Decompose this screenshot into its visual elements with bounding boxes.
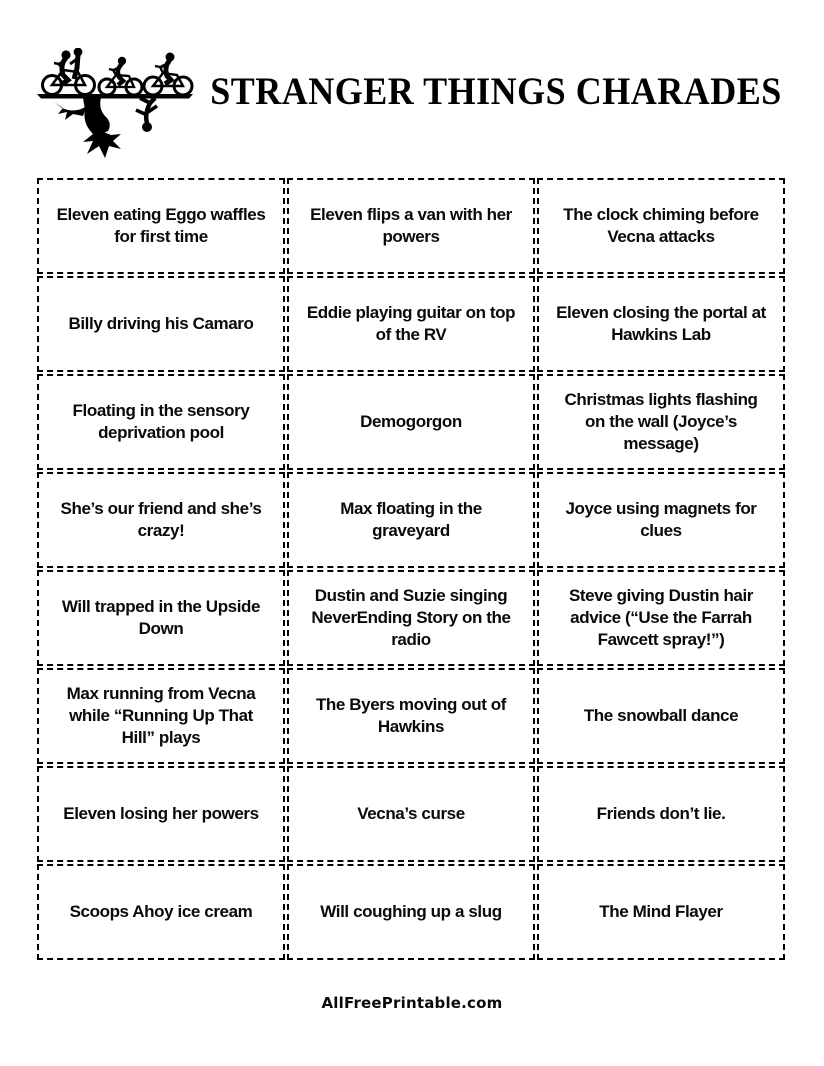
charade-card [37,472,285,568]
page-title: STRANGER THINGS CHARADES [210,69,782,113]
charade-prompt: Max running from Vecna while “Running Up That Hill” plays [66,683,256,748]
charade-prompt: Eddie playing guitar on top of the RV [306,302,516,344]
charade-card [287,374,535,470]
charade-prompt: Scoops Ahoy ice cream [69,901,253,921]
charade-prompt: Christmas lights flashing on the wall (Joyce’s message) [564,389,758,454]
charade-prompt: Eleven losing her powers [63,803,259,823]
charade-card [537,178,785,274]
charade-card [537,374,785,470]
charade-prompt: The clock chiming before Vecna attacks [563,204,759,246]
charade-prompt: Eleven closing the portal at Hawkins Lab [556,302,766,344]
charade-prompt: The Byers moving out of Hawkins [315,694,507,736]
charade-prompt: Billy driving his Camaro [68,313,254,333]
charade-prompt: Steve giving Dustin hair advice (“Use the Farrah Fawcett spray!”) [568,585,754,650]
charade-prompt: The Mind Flayer [599,901,723,921]
charade-prompt: Will trapped in the Upside Down [61,596,261,638]
charade-card [537,276,785,372]
charade-prompt: Joyce using magnets for clues [565,498,757,540]
charade-prompt: The snowball dance [583,705,739,725]
charade-card [537,766,785,862]
charade-prompt: Vecna’s curse [357,803,465,823]
charades-grid [37,178,785,960]
bikes-upside-down-icon [35,48,197,168]
charade-card [537,668,785,764]
charade-card [287,570,535,666]
charade-card [37,178,285,274]
charade-card [37,668,285,764]
charade-card [37,374,285,470]
charade-card [287,178,535,274]
charade-card [37,570,285,666]
charade-card [37,766,285,862]
charade-prompt: Demogorgon [360,411,462,431]
charade-prompt: Friends don’t lie. [596,803,726,823]
charade-card [287,276,535,372]
charade-card [287,766,535,862]
charade-prompt: Max floating in the graveyard [340,498,482,540]
charade-card [537,864,785,960]
charade-prompt: Will coughing up a slug [320,901,502,921]
charade-card [287,864,535,960]
page-header [0,0,824,178]
charade-card [287,472,535,568]
charade-prompt: Floating in the sensory deprivation pool [72,400,250,442]
charade-prompt: Eleven flips a van with her powers [310,204,512,246]
footer-site-label: AllFreePrintable.com [321,994,503,1012]
charade-card [37,276,285,372]
charade-prompt: Dustin and Suzie singing NeverEnding Story on the radio [311,585,511,650]
charade-prompt: Eleven eating Eggo waffles for first time [56,204,266,246]
charade-card [37,864,285,960]
charade-card [537,472,785,568]
charade-card [287,668,535,764]
charade-card [537,570,785,666]
charade-prompt: She’s our friend and she’s crazy! [60,498,262,540]
